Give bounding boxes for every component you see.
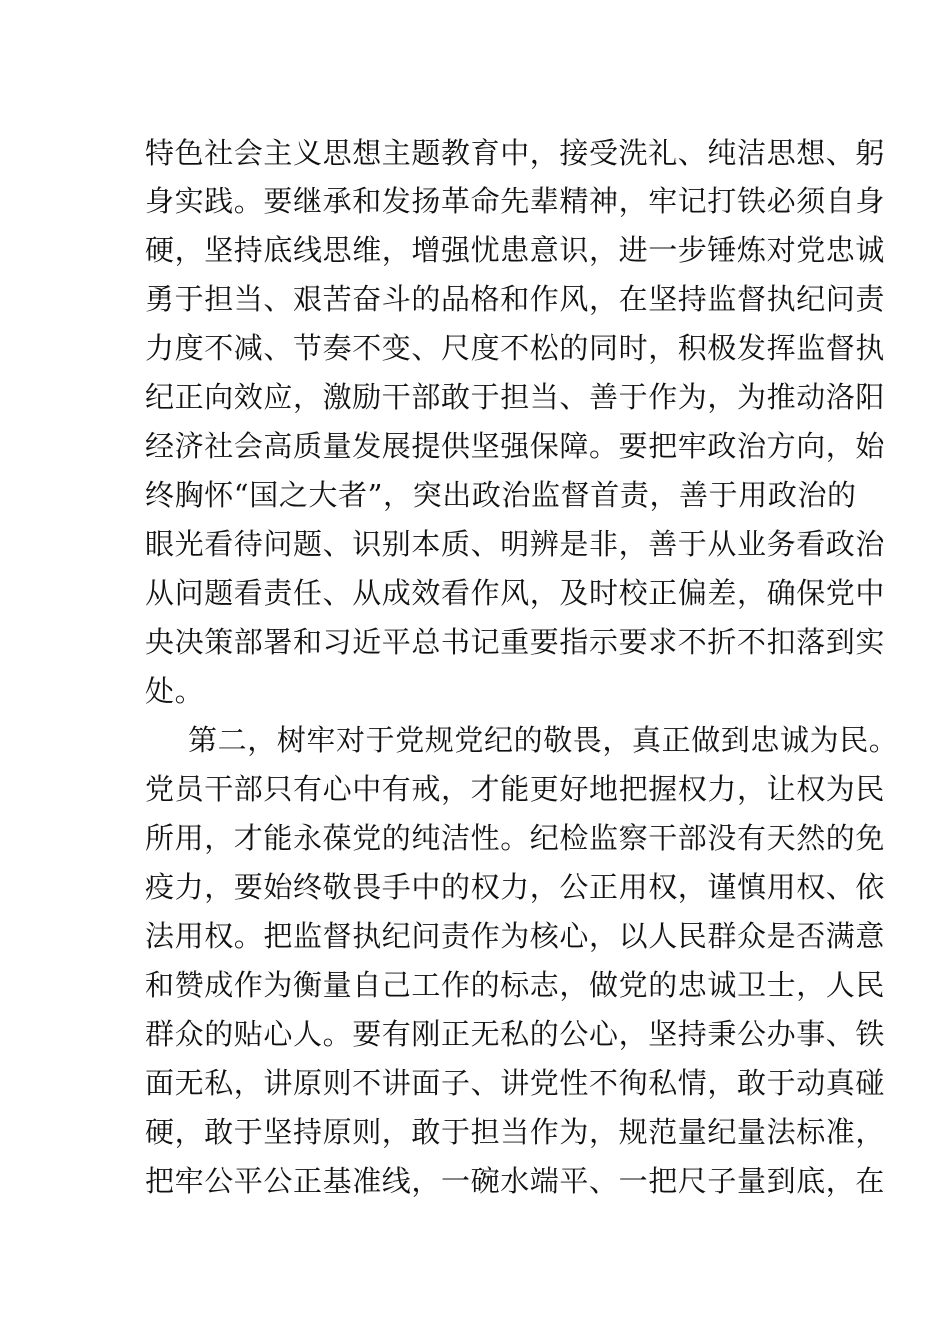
text-line: 把牢公平公正基准线，一碗水端平、一把尺子量到底，在	[145, 1164, 886, 1198]
text-line: 经济社会高质量发展提供坚强保障。要把牢政治方向，始	[145, 429, 886, 463]
text-line: 从问题看责任、从成效看作风，及时校正偏差，确保党中	[145, 576, 886, 610]
text-line: 身实践。要继承和发扬革命先辈精神，牢记打铁必须自身	[145, 184, 886, 218]
text-line: 疫力，要始终敬畏手中的权力，公正用权，谨慎用权、依	[145, 870, 886, 904]
text-line: 硬，坚持底线思维，增强忧患意识，进一步锤炼对党忠诚	[145, 233, 886, 267]
text-line: 党员干部只有心中有戒，才能更好地把握权力，让权为民	[145, 772, 886, 806]
text-line: 央决策部署和习近平总书记重要指示要求不折不扣落到实	[145, 625, 886, 659]
text-line: 和赞成作为衡量自己工作的标志，做党的忠诚卫士，人民	[145, 968, 886, 1002]
text-line: 硬，敢于坚持原则，敢于担当作为，规范量纪量法标准，	[145, 1115, 886, 1149]
text-line: 勇于担当、艰苦奋斗的品格和作风，在坚持监督执纪问责	[145, 282, 886, 316]
text-line: 眼光看待问题、识别本质、明辨是非，善于从业务看政治	[145, 527, 886, 561]
text-line: 终胸怀“国之大者”，突出政治监督首责，善于用政治的	[145, 478, 857, 512]
text-line: 特色社会主义思想主题教育中，接受洗礼、纯洁思想、躬	[145, 136, 886, 170]
text-line: 面无私，讲原则不讲面子、讲党性不徇私情，敢于动真碰	[145, 1066, 886, 1100]
text-line: 所用，才能永葆党的纯洁性。纪检监察干部没有天然的免	[145, 821, 886, 855]
text-line: 处。	[145, 674, 205, 708]
text-line: 力度不减、节奏不变、尺度不松的同时，积极发挥监督执	[145, 331, 886, 365]
text-line: 法用权。把监督执纪问责作为核心，以人民群众是否满意	[145, 919, 886, 953]
text-line: 纪正向效应，激励干部敢于担当、善于作为，为推动洛阳	[145, 380, 886, 414]
text-line: 群众的贴心人。要有刚正无私的公心，坚持秉公办事、铁	[145, 1017, 886, 1051]
paragraph-heading: 第二，树牢对于党规党纪的敬畏，真正做到忠诚为民。	[188, 723, 899, 757]
